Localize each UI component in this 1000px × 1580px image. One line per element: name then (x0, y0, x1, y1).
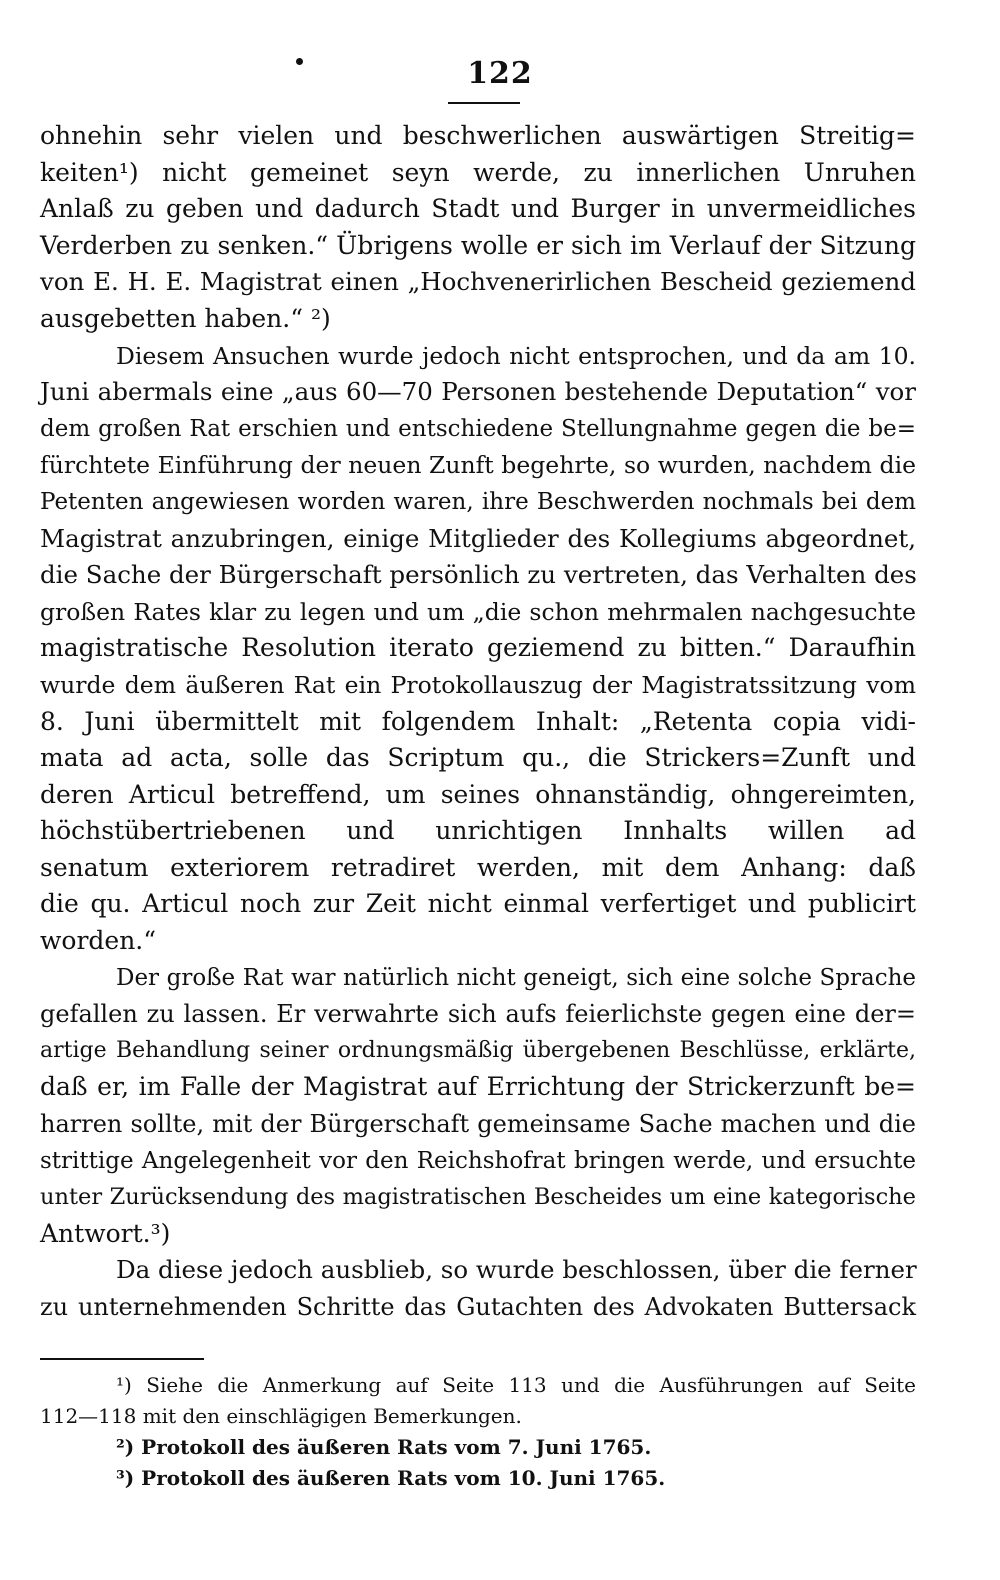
text-line: Verderben zu senken.“ Übrigens wolle er sich im Verlauf der Sitzung (40, 230, 916, 260)
text-line: höchstübertriebenen und unrichtigen Innhalts willen ad (40, 816, 916, 846)
text-line: Diesem Ansuchen wurde jedoch nicht entsprochen, und da am 10. (116, 341, 916, 370)
page-number: 122 (467, 56, 533, 91)
text-line: von E. H. E. Magistrat einen „Hochvenerirlichen Bescheid geziemend (40, 267, 916, 297)
text-line: unter Zurücksendung des magistratischen Bescheides um eine kategorische (40, 1184, 916, 1211)
text-line: Magistrat anzubringen, einige Mitglieder des Kollegiums abgeordnet, (40, 523, 916, 553)
text-line: keiten¹) nicht gemeinet seyn werde, zu innerlichen Unruhen (40, 157, 916, 187)
text-line: zu unternehmenden Schritte das Gutachten des Advokaten Buttersack (40, 1293, 916, 1321)
footnote-line: ¹) Siehe die Anmerkung auf Seite 113 und die Ausführungen auf Seite (116, 1373, 916, 1397)
text-line: artige Behandlung seiner ordnungsmäßig übergebenen Beschlüsse, erklärte, (40, 1037, 916, 1063)
text-line: magistratische Resolution iterato geziemend zu bitten.“ Daraufhin (40, 633, 916, 663)
text-line: großen Rates klar zu legen und um „die schon mehrmalen nachgesuchte (40, 597, 916, 626)
text-line: ohnehin sehr vielen und beschwerlichen auswärtigen Streitig= (40, 121, 916, 150)
text-line: Der große Rat war natürlich nicht geneigt, sich eine solche Sprache (116, 964, 916, 991)
text-line: die Sache der Bürgerschaft persönlich zu vertreten, das Verhalten des (40, 560, 917, 590)
text-line: senatum exteriorem retradiret werden, mit dem Anhang: daß (40, 852, 916, 882)
footnotes (40, 1370, 916, 1494)
text-line: Juni abermals eine „aus 60—70 Personen bestehende Deputation“ vor (40, 377, 916, 407)
footnote-line: 112—118 mit den einschlägigen Bemerkungen. (40, 1404, 522, 1428)
text-line: daß er, im Falle der Magistrat auf Errichtung der Strickerzunft be= (40, 1072, 916, 1102)
footnote-line: ²) Protokoll des äußeren Rats vom 7. Juni 1765. (116, 1435, 652, 1459)
footnote-line: ³) Protokoll des äußeren Rats vom 10. Juni 1765. (116, 1466, 666, 1490)
body-text (40, 118, 916, 1326)
text-line: mata ad acta, solle das Scriptum qu., die Strickers=Zunft und (40, 743, 916, 773)
text-line: 8. Juni übermittelt mit folgendem Inhalt: „Retenta copia vidi- (40, 706, 916, 736)
text-line: harren sollte, mit der Bürgerschaft gemeinsame Sache machen und die (40, 1110, 916, 1139)
text-line: die qu. Articul noch zur Zeit nicht einmal verfertiget und publicirt (40, 889, 916, 919)
text-line: Anlaß zu geben und dadurch Stadt und Burger in unvermeidliches (40, 194, 916, 224)
text-line: deren Articul betreffend, um seines ohnanständig, ohngereimten, (40, 779, 916, 809)
footnote-separator (40, 1358, 204, 1360)
text-line: wurde dem äußeren Rat ein Protokollauszug der Magistratssitzung vom (40, 670, 916, 699)
text-line: ausgebetten haben.“ ²) (40, 303, 331, 333)
text-line: strittige Angelegenheit vor den Reichshofrat bringen werde, und ersuchte (40, 1147, 916, 1174)
text-line: dem großen Rat erschien und entschiedene Stellungnahme gegen die be= (40, 415, 916, 442)
text-line: Da diese jedoch ausblieb, so wurde beschlossen, über die ferner (116, 1255, 917, 1285)
text-line: worden.“ (40, 926, 157, 956)
text-line: Antwort.³) (40, 1218, 171, 1248)
text-line: gefallen zu lassen. Er verwahrte sich aufs feierlichste gegen eine der= (40, 1000, 916, 1029)
page-number-underline (448, 102, 520, 104)
text-line: Petenten angewiesen worden waren, ihre Beschwerden nochmals bei dem (40, 488, 916, 515)
text-line: fürchtete Einführung der neuen Zunft begehrte, so wurden, nachdem die (40, 451, 916, 480)
